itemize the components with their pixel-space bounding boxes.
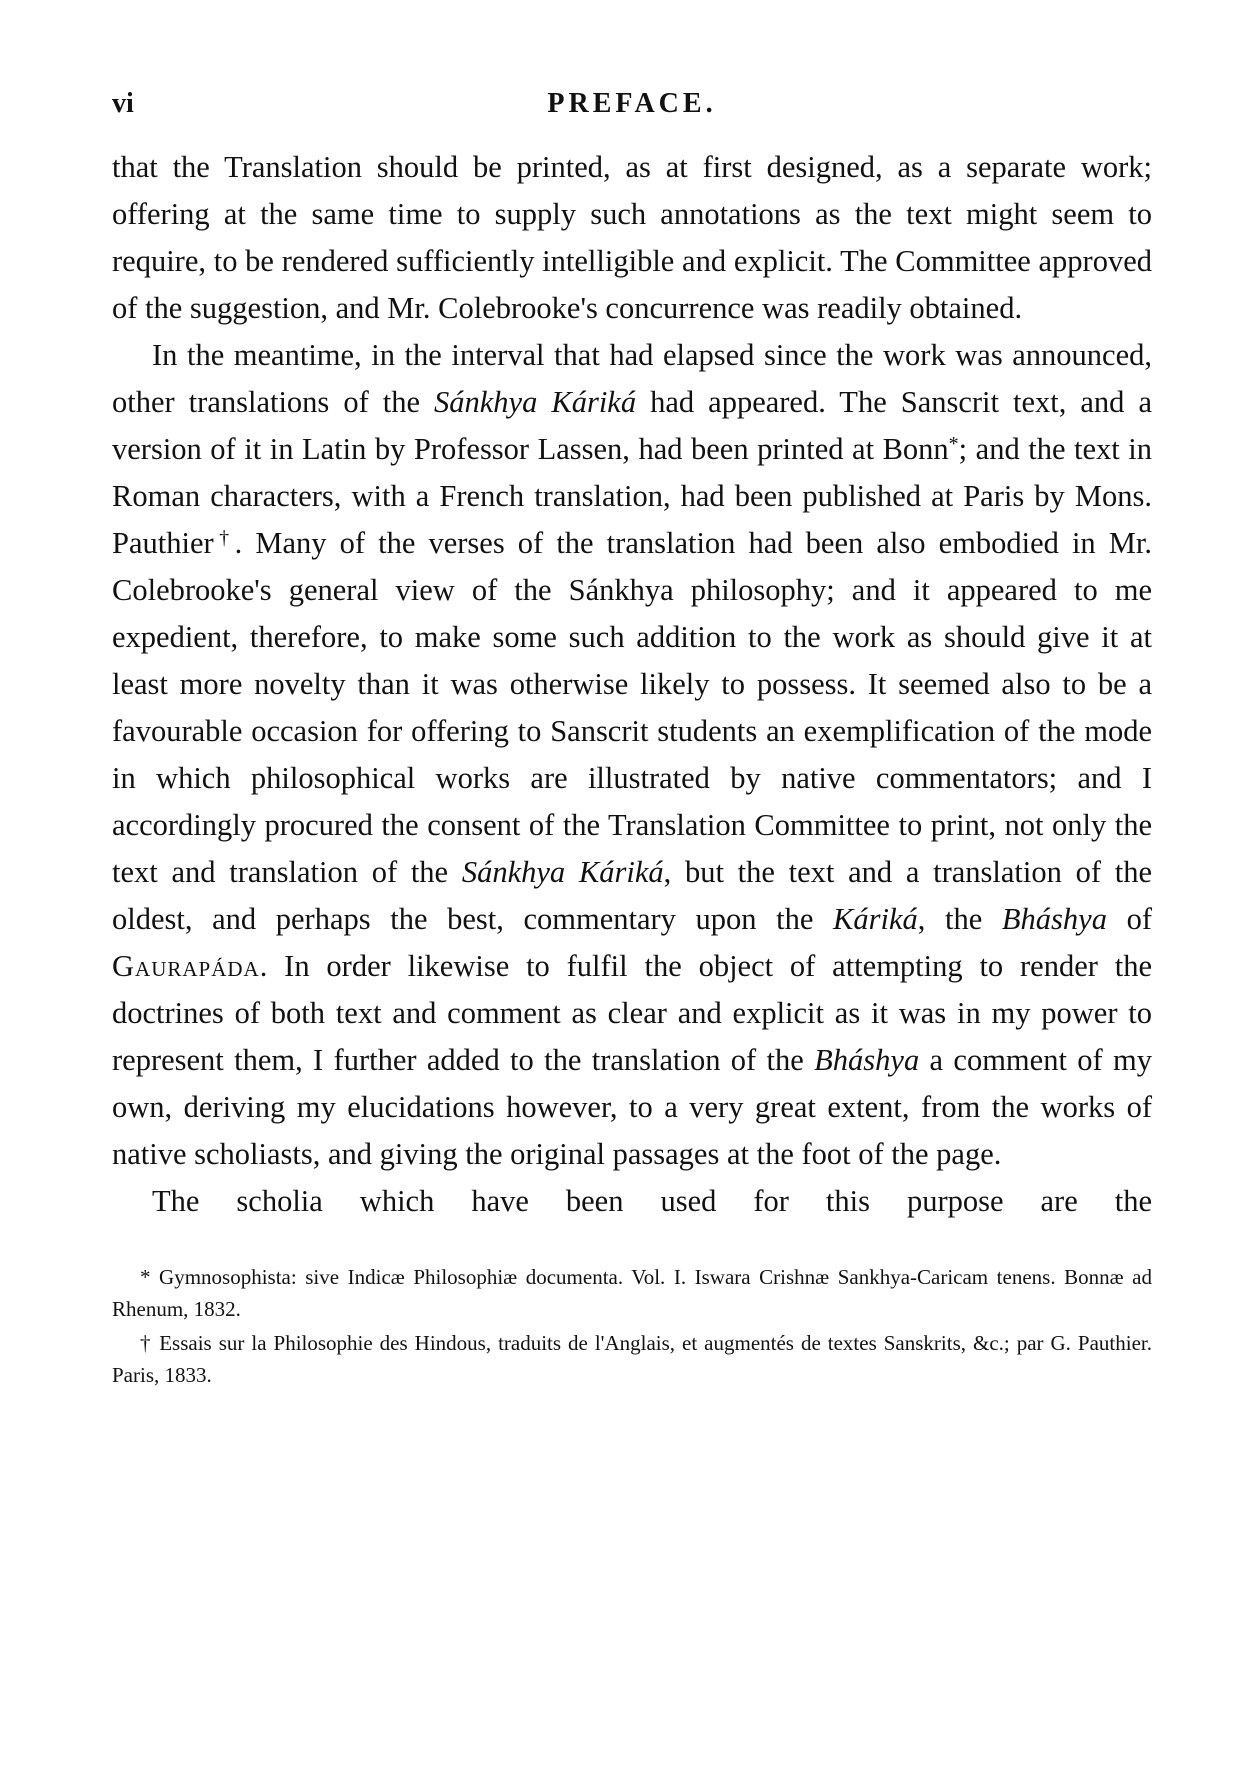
footnote-ref-1: * [948,433,959,455]
text-run: . In order likewise to fulfil the object of attempting to render the doctrines of both text and comment as clear and explicit as it was in my power to represent them, I further added to the translation of the [112,949,1152,1077]
title-bhashya: Bháshya [1001,902,1107,936]
text-run: a comment of my own, deriving my elucidations however, to a very great extent, from the works of native scholiasts, and giving the original passages at the foot of the page. [112,1043,1152,1171]
title-sankhya-karika: Sánkhya Káriká [434,385,637,419]
text-run: of [1106,902,1152,936]
footnote-2: † Essais sur la Philosophie des Hindous, traduits de l'Anglais, et augmentés de textes Sanskrits, &c.; par G. Pauthier. Paris, 1833. [112,1331,1152,1387]
paragraph-3: The scholia which have been used for this purpose are the [152,1184,1152,1218]
text-run: , the [917,902,1002,936]
text-run: had appeared. The Sanscrit text, and a version of it in Latin by Professor Lassen, had been printed at Bonn [112,385,1152,466]
page-number: vi [112,88,134,119]
body-text [112,144,1152,1225]
running-header [112,88,1152,132]
text-run: . Many of the verses of the translation had been also embodied in Mr. Colebrooke's general view of the Sánkhya philosophy; and it appeared to me expedient, therefore, to make some such addition to the work as should give it at least more novelty than it was otherwise likely to possess. It seemed also to be a favourable occasion for offering to Sanscrit students an exemplification of the mode in which philosophical works are illustrated by native commentators; and I accordingly procured the consent of the Translation Committee to print, not only the text and translation of the [112,526,1153,889]
book-page [112,88,1152,1393]
footnote-ref-2: † [213,527,235,549]
text-run: In the meantime, in the interval that had elapsed since the work was announced, other translations of the [112,338,1152,419]
paragraph-2 [112,332,1152,1178]
text-run: , but the text and a translation of the oldest, and perhaps the best, commentary upon the [112,855,1152,936]
footnote-1: * Gymnosophista: sive Indicæ Philosophiæ documenta. Vol. I. Iswara Crishnæ Sankhya-Caricam tenens. Bonnæ ad Rhenum, 1832. [112,1265,1152,1321]
page-title: PREFACE. [547,88,717,119]
paragraph-1: that the Translation should be printed, as at first designed, as a separate work; offering at the same time to supply such annotations as the text might seem to require, to be rendered sufficiently intelligible and explicit. The Committee approved of the suggestion, and Mr. Colebrooke's concurrence was readily obtained. [112,150,1152,325]
title-karika: Káriká [833,902,918,936]
title-bhashya: Bháshya [814,1043,920,1077]
author-name: Gaurapáda [112,949,260,983]
title-sankhya-karika: Sánkhya Káriká [461,855,664,889]
text-run: ; and the text in Roman characters, with a French translation, had been published at Paris by Mons. Pauthier [112,432,1153,560]
footnotes [112,1261,1152,1391]
